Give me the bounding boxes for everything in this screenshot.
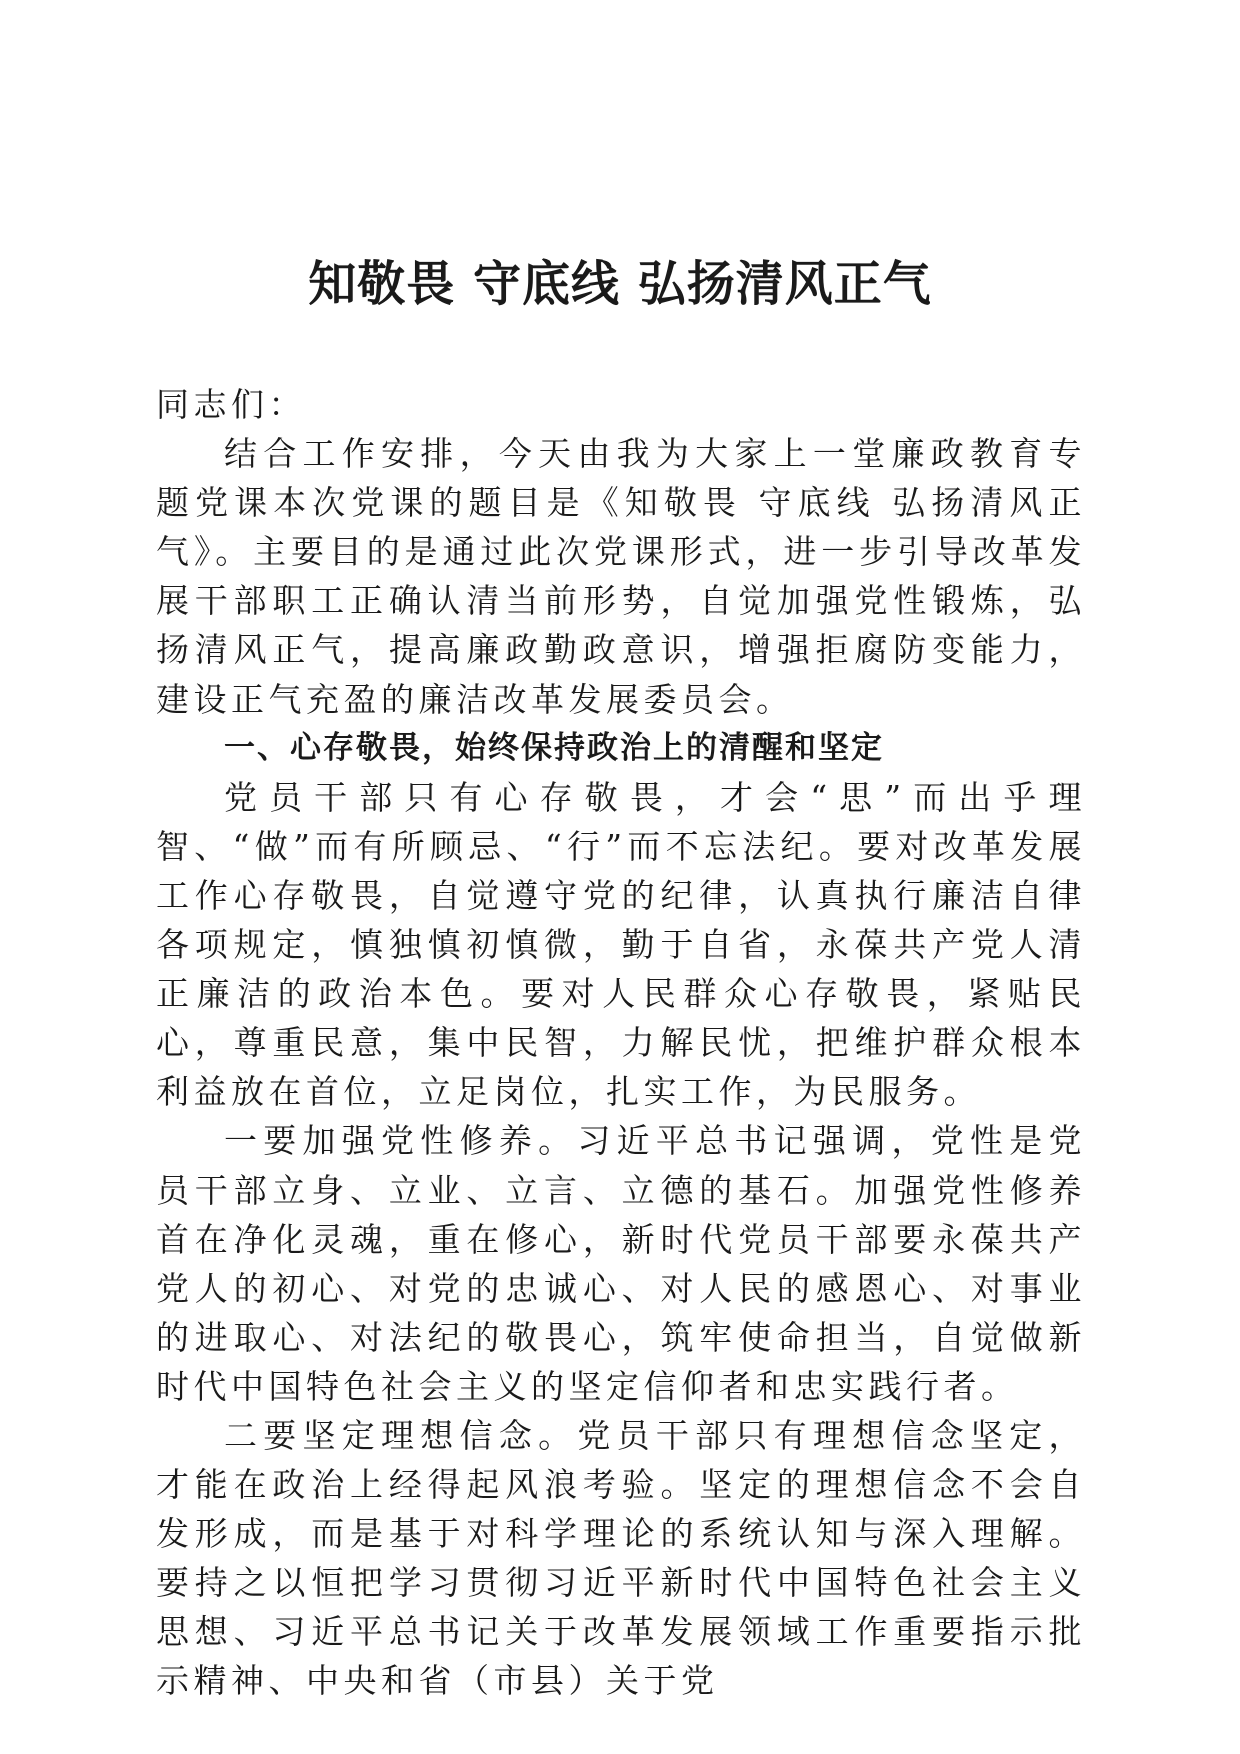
salutation: 同志们： — [156, 385, 306, 424]
document-title: 知敬畏 守底线 弘扬清风正气 — [308, 256, 932, 312]
paragraph-ideals: 二要坚定理想信念。党员干部只有理想信念坚定，才能在政治上经得起风浪考验。坚定的理想信念不会自发形成，而是基于对科学理论的系统认知与深入理解。要持之以恒把学习贯彻习近平新时代中国特色社会主义思想、习近平总书记关于改革发展领域工作重要指示批示精神、中央和省（市县）关于党 — [156, 1415, 1086, 1701]
document-body — [156, 380, 1086, 1706]
paragraph-party-spirit: 一要加强党性修养。习近平总书记强调，党性是党员干部立身、立业、立言、立德的基石。加强党性修养首在净化灵魂，重在修心，新时代党员干部要永葆共产党人的初心、对党的忠诚心、对人民的感恩心、对事业的进取心、对法纪的敬畏心，筑牢使命担当，自觉做新时代中国特色社会主义的坚定信仰者和忠实践行者。 — [156, 1121, 1086, 1406]
section-heading: 一、心存敬畏，始终保持政治上的清醒和坚定 — [224, 729, 884, 766]
paragraph-reverence: 党员干部只有心存敬畏，才会“思”而出乎理智、“做”而有所顾忌、“行”而不忘法纪。要对改革发展工作心存敬畏，自觉遵守党的纪律，认真执行廉洁自律各项规定，慎独慎初慎微，勤于自省，永葆共产党人清正廉洁的政治本色。要对人民群众心存敬畏，紧贴民心，尊重民意，集中民智，力解民忧，把维护群众根本利益放在首位，立足岗位，扎实工作，为民服务。 — [156, 777, 1086, 1112]
paragraph-intro: 结合工作安排，今天由我为大家上一堂廉政教育专题党课本次党课的题目是《知敬畏 守底线 弘扬清风正气》。主要目的是通过此次党课形式，进一步引导改革发展干部职工正确认清当前形势，自觉加强党性锻炼，弘扬清风正气，提高廉政勤政意识，增强拒腐防变能力，建设正气充盈的廉洁改革发展委员会。 — [156, 434, 1086, 719]
